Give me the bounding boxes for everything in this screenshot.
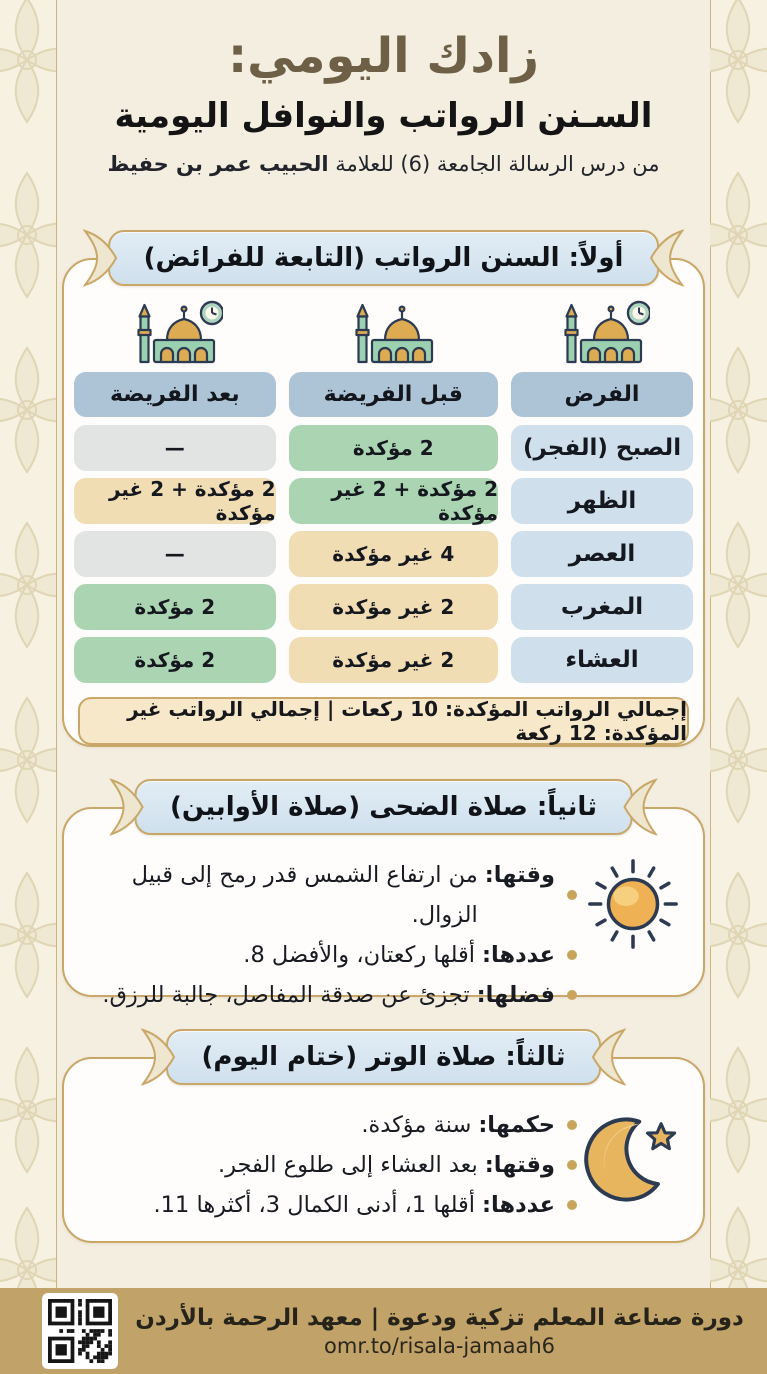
rawatib-table: [64, 260, 703, 745]
page-title: زادك اليومي:: [227, 28, 540, 84]
mosque-clock-icon: [554, 300, 650, 366]
crescent-star-icon: [581, 1105, 685, 1209]
bullet-line: [88, 855, 577, 935]
table-row: [74, 425, 693, 478]
witr-bullets: [88, 1105, 577, 1225]
rawatib-banner-label: أولاً: السنن الرواتب (التابعة للفرائض): [143, 243, 624, 273]
bullet-line: [88, 975, 577, 1015]
banner-ornament-icon: [109, 776, 145, 838]
bullet-text: من ارتفاع الشمس قدر رمح إلى قبيل الزوال.: [131, 862, 478, 928]
prayer-name-cell: العصر: [511, 531, 693, 577]
after-cell: 2 مؤكدة: [74, 637, 276, 683]
bullet-dot-icon: [567, 1160, 577, 1170]
after-cell: —: [74, 531, 276, 577]
header: [57, 22, 710, 176]
after-cell: 2 مؤكدة + 2 غير مؤكدة: [74, 478, 276, 524]
duha-section-card: [62, 792, 705, 1008]
witr-banner-label: ثالثاً: صلاة الوتر (ختام اليوم): [201, 1042, 566, 1072]
arabesque-pattern-icon: [0, 0, 56, 1288]
source-author: الحبيب عمر بن حفيظ: [107, 152, 329, 177]
source-text: من درس الرسالة الجامعة (6) للعلامة: [328, 152, 660, 177]
banner-ornament-icon: [590, 1026, 626, 1088]
before-cell: 4 غير مؤكدة: [289, 531, 498, 577]
table-header-row: [74, 372, 693, 425]
bullet-label: وقتها:: [484, 1152, 555, 1178]
bullet-dot-icon: [567, 950, 577, 960]
duha-banner-label: ثانياً: صلاة الضحى (صلاة الأوابين): [170, 792, 597, 822]
after-cell: 2 مؤكدة: [74, 584, 276, 630]
right-ornament-border: [710, 0, 767, 1288]
sun-icon: [584, 855, 682, 953]
prayer-name-cell: المغرب: [511, 584, 693, 630]
footer-bar: [0, 1288, 767, 1374]
column-header-before: قبل الفريضة: [289, 372, 498, 417]
prayer-name-cell: الصبح (الفجر): [511, 425, 693, 471]
table-row: [74, 584, 693, 637]
banner-ornament-icon: [622, 776, 658, 838]
column-header-fard: الفرض: [511, 372, 693, 417]
before-cell: 2 مؤكدة + 2 غير مؤكدة: [289, 478, 498, 524]
prayer-name-cell: العشاء: [511, 637, 693, 683]
bullet-dot-icon: [567, 1200, 577, 1210]
duha-bullets: [88, 855, 577, 1015]
arabesque-pattern-icon: [710, 0, 767, 1288]
qr-pattern-icon: [48, 1299, 112, 1363]
bullet-text: بعد العشاء إلى طلوع الفجر.: [217, 1152, 478, 1178]
witr-section-card: [62, 1042, 705, 1243]
table-row: [74, 637, 693, 690]
before-cell: 2 غير مؤكدة: [289, 637, 498, 683]
after-cell: —: [74, 425, 276, 471]
bullet-text: أقلها 1، أدنى الكمال 3، أكثرها 11.: [153, 1192, 476, 1218]
left-ornament-border: [0, 0, 57, 1288]
footer-org-line: دورة صناعة المعلم تزكية ودعوة | معهد الرحمة بالأردن: [135, 1304, 744, 1331]
banner-ornament-icon: [83, 227, 119, 289]
bullet-line: [88, 1145, 577, 1185]
bullet-dot-icon: [567, 890, 577, 900]
page-subtitle: السـنن الرواتب والنوافل اليومية: [114, 95, 653, 136]
bullet-line: [88, 935, 577, 975]
crescent-icon-wrap: [577, 1105, 689, 1225]
duha-banner: [134, 779, 633, 835]
mosque-icons-row: [74, 300, 693, 366]
bullet-label: وقتها:: [484, 862, 555, 888]
column-header-after: بعد الفريضة: [74, 372, 276, 417]
bullet-dot-icon: [567, 1120, 577, 1130]
before-cell: 2 غير مؤكدة: [289, 584, 498, 630]
mosque-icon: [345, 300, 441, 366]
table-row: [74, 478, 693, 531]
witr-banner: [166, 1029, 602, 1085]
rawatib-banner: [108, 230, 660, 286]
before-cell: 2 مؤكدة: [289, 425, 498, 471]
bullet-label: فضلها:: [476, 982, 555, 1008]
bullet-label: عددها:: [482, 942, 555, 968]
bullet-label: عددها:: [482, 1192, 555, 1218]
prayer-name-cell: الظهر: [511, 478, 693, 524]
footer-text: [128, 1288, 751, 1374]
totals-summary: إجمالي الرواتب المؤكدة: 10 ركعات | إجمالي الرواتب غير المؤكدة: 12 ركعة: [78, 697, 689, 745]
banner-ornament-icon: [648, 227, 684, 289]
bullet-line: [88, 1105, 577, 1145]
sun-icon-wrap: [577, 855, 689, 1015]
bullet-label: حكمها:: [478, 1112, 555, 1138]
bullet-dot-icon: [567, 990, 577, 1000]
lesson-source: [57, 152, 710, 176]
banner-ornament-icon: [141, 1026, 177, 1088]
duha-content: [64, 809, 703, 1015]
bullet-line: [88, 1185, 577, 1225]
bullet-text: تجزئ عن صدقة المفاصل، جالبة للرزق.: [102, 982, 470, 1008]
rawatib-section-card: [62, 243, 705, 747]
table-row: [74, 531, 693, 584]
mosque-clock-icon: [127, 300, 223, 366]
bullet-text: سنة مؤكدة.: [361, 1112, 472, 1138]
qr-code: [42, 1293, 118, 1369]
footer-url: omr.to/risala-jamaah6: [324, 1333, 555, 1358]
bullet-text: أقلها ركعتان، والأفضل 8.: [243, 942, 476, 968]
